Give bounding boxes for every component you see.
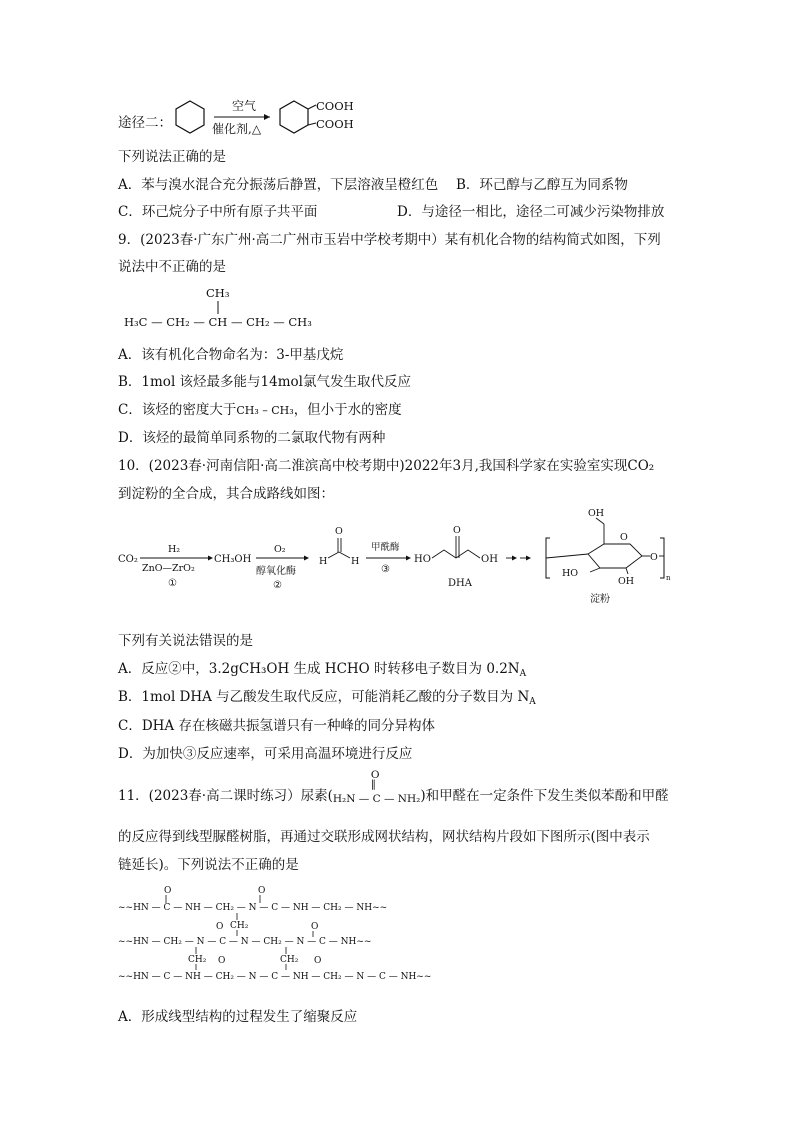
co2-label: CO₂: [118, 554, 138, 565]
starch-n: n: [666, 574, 671, 582]
q11-stem-3: 链延长)。下列说法不正确的是: [118, 857, 299, 873]
dha-label: DHA: [448, 578, 472, 589]
chain-row-1: ~~HN — C — NH — CH₂ — N — C — NH — CH₂ — NH~~: [118, 903, 388, 913]
q10-option-b-text: B．1mol DHA 与乙酸发生取代反应，可能消耗乙酸的分子数目为 N: [118, 689, 530, 705]
ch3oh-label: CH₃OH: [214, 554, 252, 565]
q9-structure: [124, 286, 324, 334]
row1-o-1: O: [164, 886, 172, 896]
q10-option-a-sub: A: [519, 669, 527, 679]
urea-o: O: [370, 769, 380, 781]
q10-option-a-text: A．反应②中，3.2gCH₃OH 生成 HCHO 时转移电子数目为 0.2N: [118, 661, 520, 677]
catalyst-1: ZnO—ZrO₂: [142, 563, 195, 574]
q8-stem: 下列说法正确的是: [118, 149, 226, 165]
q9-option-b: B．1mol 该烃最多能与14mol氯气发生取代反应: [118, 374, 411, 390]
q11-stem-1-pre: 11．(2023春·高二课时练习）尿素(: [118, 788, 333, 804]
urea-chain: H₂N — C — NH₂: [332, 793, 421, 805]
starch-oh-top: OH: [588, 508, 605, 519]
urea-resin-network: [118, 882, 432, 992]
q10-option-b-sub: A: [529, 697, 536, 707]
row1-o-2: O: [258, 886, 266, 896]
step-3: ③: [381, 564, 390, 575]
dha-ketone-o: O: [453, 525, 461, 536]
q10-option-b: [118, 688, 536, 711]
q10-option-c: C．DHA 存在核磁共振氢谱只有一种峰的同分异构体: [118, 718, 435, 734]
glucose-ring: [588, 544, 642, 568]
cyclohexane-ring-2: [280, 101, 308, 133]
main-chain: H₃C — CH₂ — CH — CH₂ — CH₃: [124, 315, 312, 329]
h2-label: H₂: [168, 544, 181, 555]
q8-option-b: B．环己醇与乙醇互为同系物: [456, 177, 628, 193]
dha-oh: OH: [481, 554, 498, 565]
ring-o: O: [620, 532, 628, 543]
q11-stem-1: [118, 769, 669, 806]
step-2: ②: [273, 580, 282, 591]
q8-option-c: C．环己烷分子中所有原子共平面: [118, 204, 318, 220]
q9-option-a: A．该有机化合物命名为：3-甲基戊烷: [118, 347, 344, 363]
route2-over: 空气: [232, 99, 257, 113]
route2-under: 催化剂,△: [212, 122, 262, 136]
q8-option-d: D．与途径一相比，途径二可减少污染物排放: [397, 204, 665, 220]
row2-o-1: O: [216, 922, 224, 932]
step-1: ①: [168, 578, 177, 589]
q9-option-d: D．该烃的最简单同系物的二氯取代物有两种: [118, 430, 386, 446]
urea-formula: O ‖ H₂N — C — NH₂: [333, 790, 421, 808]
q8-option-a: A．苯与溴水混合充分振荡后静置，下层溶液呈橙红色: [118, 177, 439, 193]
q9-option-c: [118, 401, 402, 420]
q10-stem-3: 下列有关说法错误的是: [118, 633, 253, 649]
q9-option-c-pre: C．该烃的密度大于: [118, 402, 237, 418]
starch-ho: HO: [562, 568, 579, 579]
route2-label: 途径二：: [118, 115, 172, 131]
q11-stem-2: 的反应得到线型脲醛树脂，再通过交联形成网状结构，网状结构片段如下图所示(图中表示: [118, 829, 650, 845]
q11-stem-1-post: )和甲醛在一定条件下发生类似苯酚和甲醛: [420, 788, 669, 804]
starch-oh-bottom: OH: [618, 576, 635, 587]
cyclohexane-ring-1: [176, 101, 204, 133]
glycosidic-o: O: [650, 552, 658, 563]
link-ch2-2: CH₂: [188, 955, 207, 965]
aldehyde-o: O: [335, 526, 343, 537]
aldehyde-h: H: [319, 556, 328, 567]
q10-option-a: [118, 660, 526, 683]
starch-label: 淀粉: [590, 594, 610, 605]
link-ch2-1: CH₂: [230, 921, 249, 931]
cooh-top: COOH: [316, 99, 354, 113]
row3-o-1: O: [218, 956, 226, 966]
row3-o-2: O: [314, 956, 322, 966]
q9-stem-2: 说法中不正确的是: [118, 259, 226, 275]
q10-stem-1: 10．(2023春·河南信阳·高二淮滨高中校考期中)2022年3月,我国科学家在实验室实现CO₂: [118, 458, 655, 474]
synthesis-route: [118, 508, 678, 608]
cooh-bottom: COOH: [316, 117, 354, 131]
row2-o-2: O: [311, 922, 319, 932]
route2-scheme: [170, 95, 370, 145]
reagent-3: 甲酰酶: [371, 542, 400, 553]
chain-row-2: ~~HN — CH₂ — N — C — N — CH₂ — N — C — NH~~: [118, 937, 372, 947]
chain-row-3: ~~HN — C — NH — CH₂ — N — C — NH — CH₂ — N — C — NH~~: [118, 972, 432, 982]
methyl-branch: CH₃: [206, 286, 230, 300]
q11-option-a: A．形成线型结构的过程发生了缩聚反应: [118, 1009, 358, 1025]
q9-stem-1: 9．(2023春·广东广州·高二广州市玉岩中学校考期中）某有机化合物的结构简式如图，下列: [118, 232, 661, 248]
q9-option-c-post: ，但小于水的密度: [293, 402, 402, 418]
o2-label: O₂: [274, 544, 286, 555]
catalyst-2: 醇氧化酶: [256, 566, 296, 577]
q10-stem-2: 到淀粉的全合成，其合成路线如图：: [118, 486, 334, 502]
q9-option-c-formula: CH₃ – CH₃: [236, 404, 294, 417]
aldehyde-h-right: H: [351, 556, 360, 567]
link-ch2-3: CH₂: [280, 955, 299, 965]
dha-ho: HO: [414, 554, 431, 565]
q10-option-d: D．为加快③反应速率，可采用高温环境进行反应: [118, 746, 413, 762]
